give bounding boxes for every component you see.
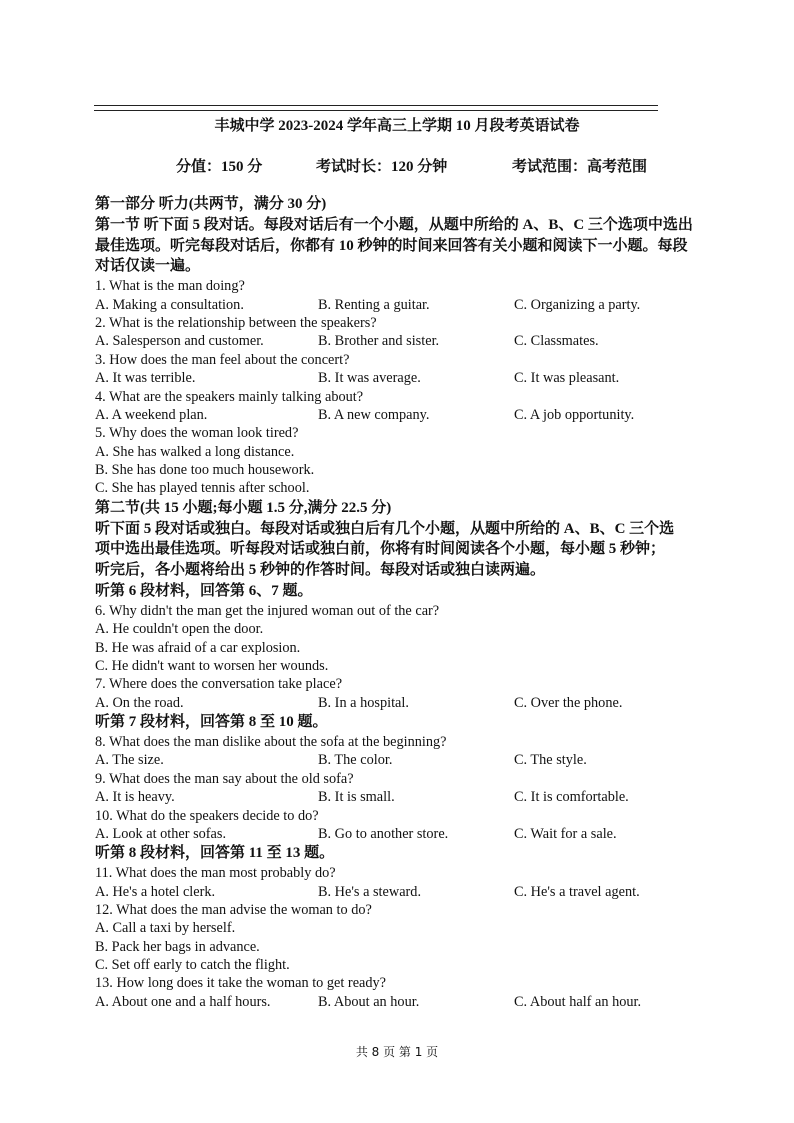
option-a: A. The size. xyxy=(95,752,164,769)
question-7-options xyxy=(95,694,745,712)
option-c: C. Classmates. xyxy=(514,333,599,350)
header-rule-top xyxy=(94,105,658,106)
question-13-options xyxy=(95,993,745,1011)
option-a: A. Salesperson and customer. xyxy=(95,333,264,350)
question-2-options xyxy=(95,332,745,350)
option-b: B. Renting a guitar. xyxy=(318,296,430,313)
question-3: 3. How does the man feel about the concert? xyxy=(95,351,350,368)
question-1-options xyxy=(95,296,745,314)
exam-range: 考试范围：高考范围 xyxy=(512,159,648,175)
question-8-options xyxy=(95,751,745,769)
option-c: C. It was pleasant. xyxy=(514,370,620,387)
option-a: A. He couldn't open the door. xyxy=(95,621,264,638)
question-6: 6. Why didn't the man get the injured woman out of the car? xyxy=(95,602,440,619)
option-b: B. It was average. xyxy=(318,370,421,387)
question-9: 9. What does the man say about the old sofa? xyxy=(95,770,354,787)
option-b: B. She has done too much housework. xyxy=(95,462,315,479)
section1-heading: 第一节 听下面 5 段对话。每段对话后有一个小题，从题中所给的 A、B、C 三个选项中选出 xyxy=(95,216,693,233)
question-4-options xyxy=(95,406,745,424)
option-a: A. A weekend plan. xyxy=(95,406,208,423)
part1-heading: 第一部分 听力(共两节，满分 30 分) xyxy=(95,196,327,212)
question-11: 11. What does the man most probably do? xyxy=(95,865,336,882)
material-7-heading: 听第 7 段材料，回答第 8 至 10 题。 xyxy=(95,714,328,731)
question-10-options xyxy=(95,825,745,843)
option-b: B. It is small. xyxy=(318,789,395,806)
option-c: C. About half an hour. xyxy=(514,993,642,1010)
section2-instruction: 听下面 5 段对话或独白。每段对话或独白后有几个小题，从题中所给的 A、B、C 三个选 xyxy=(95,520,675,537)
question-13: 13. How long does it take the woman to get ready? xyxy=(95,975,387,992)
exam-time: 考试时长：120 分钟 xyxy=(316,159,448,175)
question-1: 1. What is the man doing? xyxy=(95,278,245,295)
question-10: 10. What do the speakers decide to do? xyxy=(95,807,319,824)
option-a: A. Look at other sofas. xyxy=(95,825,227,842)
material-6-heading: 听第 6 段材料，回答第 6、7 题。 xyxy=(95,583,313,600)
option-b: B. Brother and sister. xyxy=(318,333,440,350)
question-11-options xyxy=(95,883,745,901)
option-a: A. Call a taxi by herself. xyxy=(95,920,236,937)
exam-content xyxy=(95,194,745,1011)
header-rule-bottom xyxy=(94,110,658,111)
question-5: 5. Why does the woman look tired? xyxy=(95,425,299,442)
section2-heading: 第二节(共 15 小题;每小题 1.5 分,满分 22.5 分) xyxy=(95,499,392,516)
option-a: A. It was terrible. xyxy=(95,370,196,387)
option-c: C. He's a travel agent. xyxy=(514,883,640,900)
option-b: B. In a hospital. xyxy=(318,694,409,711)
question-7: 7. Where does the conversation take place? xyxy=(95,676,343,693)
option-c: C. It is comfortable. xyxy=(514,789,629,806)
exam-title: 丰城中学 2023-2024 学年高三上学期 10 月段考英语试卷 xyxy=(214,118,580,134)
option-b: B. A new company. xyxy=(318,406,430,423)
material-8-heading: 听第 8 段材料，回答第 11 至 13 题。 xyxy=(95,845,335,862)
section1-instruction: 对话仅读一遍。 xyxy=(95,258,201,275)
question-8: 8. What does the man dislike about the sofa at the beginning? xyxy=(95,734,447,750)
question-3-options xyxy=(95,369,745,387)
section1-instruction: 最佳选项。听完每段对话后，你都有 10 秒钟的时间来回答有关小题和阅读下一小题。每段 xyxy=(95,237,688,254)
question-9-options xyxy=(95,788,745,806)
option-a: A. It is heavy. xyxy=(95,789,175,806)
option-b: B. Pack her bags in advance. xyxy=(95,938,260,955)
option-c: C. He didn't want to worsen her wounds. xyxy=(95,658,329,675)
option-a: A. He's a hotel clerk. xyxy=(95,883,216,900)
option-a: A. About one and a half hours. xyxy=(95,993,271,1010)
question-12: 12. What does the man advise the woman to do? xyxy=(95,901,372,918)
option-b: B. About an hour. xyxy=(318,993,420,1010)
option-c: C. The style. xyxy=(514,752,587,769)
option-b: B. The color. xyxy=(318,752,393,769)
option-b: B. He was afraid of a car explosion. xyxy=(95,639,301,656)
section2-instruction: 听完后，各小题将给出 5 秒钟的作答时间。每段对话或独白读两遍。 xyxy=(95,562,546,579)
option-b: B. He's a steward. xyxy=(318,883,422,900)
option-c: C. Wait for a sale. xyxy=(514,825,617,842)
question-2: 2. What is the relationship between the speakers? xyxy=(95,314,377,331)
section2-instruction: 项中选出最佳选项。听每段对话或独白前，你将有时间阅读各个小题，每小题 5 秒钟； xyxy=(95,541,666,558)
page-footer: 共 8 页 第 1 页 xyxy=(355,1045,439,1059)
option-c: C. Set off early to catch the flight. xyxy=(95,957,290,974)
exam-score: 分值：150 分 xyxy=(176,159,263,175)
option-c: C. She has played tennis after school. xyxy=(95,480,310,497)
option-c: C. Over the phone. xyxy=(514,694,623,711)
option-a: A. She has walked a long distance. xyxy=(95,443,295,460)
option-a: A. Making a consultation. xyxy=(95,296,244,313)
question-4: 4. What are the speakers mainly talking about? xyxy=(95,388,364,405)
option-c: C. A job opportunity. xyxy=(514,406,635,423)
option-c: C. Organizing a party. xyxy=(514,296,641,313)
option-b: B. Go to another store. xyxy=(318,825,449,842)
option-a: A. On the road. xyxy=(95,694,184,711)
